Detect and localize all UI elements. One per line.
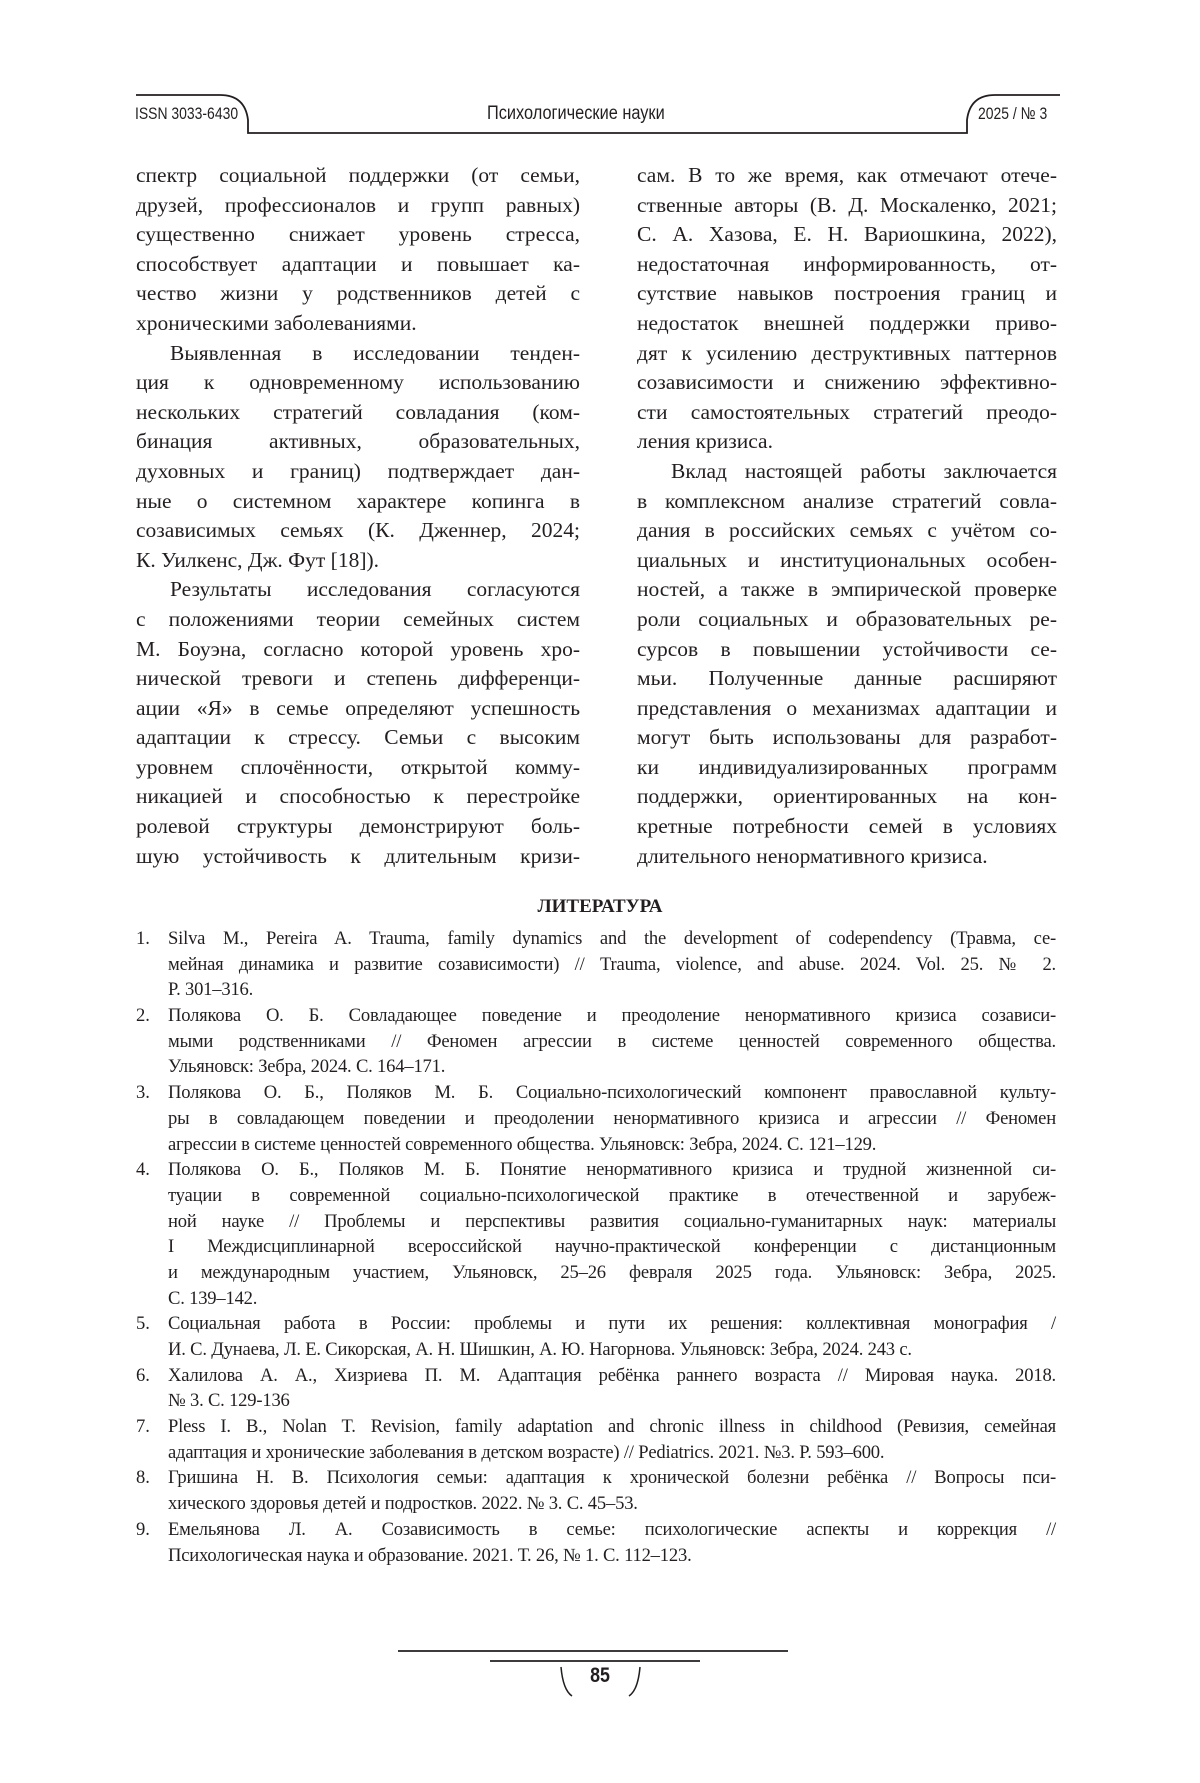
- text-line: недостаток внешней поддержки приво-: [637, 309, 1057, 339]
- text-line: могут быть использованы для разработ-: [637, 723, 1057, 753]
- text-line: ственные авторы (В. Д. Москаленко, 2021;: [637, 191, 1057, 221]
- text-line: существенно снижает уровень стресса,: [136, 220, 580, 250]
- text-line: поддержки, ориентированных на кон-: [637, 782, 1057, 812]
- reference-number: 5.: [136, 1311, 150, 1337]
- reference-number: 2.: [136, 1003, 150, 1029]
- reference-item: [136, 1003, 1056, 1080]
- text-line: недостаточная информированность, от-: [637, 250, 1057, 280]
- reference-line: Pless I. B., Nolan T. Revision, family adaptation and chronic illness in childhood (Ревизия, семейная: [168, 1414, 1056, 1440]
- reference-line: Полякова О. Б., Поляков М. Б. Социально-психологический компонент православной культу-: [168, 1080, 1056, 1106]
- text-line: дания в российских семьях с учётом со-: [637, 516, 1057, 546]
- reference-line: Silva M., Pereira A. Trauma, family dynamics and the development of codependency (Травма, се-: [168, 926, 1056, 952]
- text-line: чество жизни у родственников детей с: [136, 279, 580, 309]
- reference-number: 8.: [136, 1465, 150, 1491]
- text-line: К. Уилкенс, Дж. Фут [18]).: [136, 546, 580, 576]
- references-list: [136, 926, 1056, 1568]
- reference-item: [136, 1414, 1056, 1465]
- reference-item: [136, 1363, 1056, 1414]
- paragraph: [637, 161, 1057, 457]
- reference-line: адаптация и хронические заболевания в детском возрасте) // Pediatrics. 2021. №3. P. 593–600.: [168, 1440, 1056, 1466]
- text-line: Вклад настоящей работы заключается: [637, 457, 1057, 487]
- text-line: хроническими заболеваниями.: [136, 309, 580, 339]
- text-line: мьи. Полученные данные расширяют: [637, 664, 1057, 694]
- text-line: спектр социальной поддержки (от семьи,: [136, 161, 580, 191]
- text-line: длительного ненормативного кризиса.: [637, 842, 1057, 872]
- reference-number: 9.: [136, 1517, 150, 1543]
- text-line: духовных и границ) подтверждает дан-: [136, 457, 580, 487]
- text-line: сам. В то же время, как отмечают отече-: [637, 161, 1057, 191]
- text-line: М. Боуэна, согласно которой уровень хро-: [136, 635, 580, 665]
- reference-number: 7.: [136, 1414, 150, 1440]
- text-line: адаптации к стрессу. Семьи с высоким: [136, 723, 580, 753]
- reference-line: и международным участием, Ульяновск, 25–26 февраля 2025 года. Ульяновск: Зебра, 2025.: [168, 1260, 1056, 1286]
- text-line: нескольких стратегий совладания (ком-: [136, 398, 580, 428]
- text-line: сти самостоятельных стратегий преодо-: [637, 398, 1057, 428]
- text-line: ролевой структуры демонстрируют боль-: [136, 812, 580, 842]
- reference-item: [136, 1311, 1056, 1362]
- reference-line: мейная динамика и развитие созависимости) // Trauma, violence, and abuse. 2024. Vol. 25. № 2.: [168, 952, 1056, 978]
- reference-number: 1.: [136, 926, 150, 952]
- text-line: способствует адаптации и повышает ка-: [136, 250, 580, 280]
- body-column-left: [136, 161, 580, 871]
- text-line: шую устойчивость к длительным кризи-: [136, 842, 580, 872]
- reference-line: Социальная работа в России: проблемы и пути их решения: коллективная монография /: [168, 1311, 1056, 1337]
- reference-line: № 3. С. 129-136: [168, 1388, 1056, 1414]
- reference-line: Халилова А. А., Хизриева П. М. Адаптация ребёнка раннего возраста // Мировая наука. 2018.: [168, 1363, 1056, 1389]
- paragraph: [136, 161, 580, 339]
- text-line: ации «Я» в семье определяют успешность: [136, 694, 580, 724]
- reference-line: хического здоровья детей и подростков. 2022. № 3. С. 45–53.: [168, 1491, 1056, 1517]
- page-number: 85: [90, 1664, 1110, 1688]
- issue-number: 2025 / № 3: [978, 104, 1047, 124]
- reference-line: мыми родственниками // Феномен агрессии в системе ценностей современного общества.: [168, 1029, 1056, 1055]
- reference-line: Психологическая наука и образование. 2021. Т. 26, № 1. С. 112–123.: [168, 1543, 1056, 1569]
- reference-line: I Междисциплинарной всероссийской научно-практической конференции с дистанционным: [168, 1234, 1056, 1260]
- text-line: Результаты исследования согласуются: [136, 575, 580, 605]
- text-line: Выявленная в исследовании тенден-: [136, 339, 580, 369]
- text-line: ные о системном характере копинга в: [136, 487, 580, 517]
- text-line: кретные потребности семей в условиях: [637, 812, 1057, 842]
- reference-item: [136, 1157, 1056, 1311]
- reference-line: ной науке // Проблемы и перспективы развития социально-гуманитарных наук: материалы: [168, 1209, 1056, 1235]
- reference-item: [136, 1080, 1056, 1157]
- reference-number: 6.: [136, 1363, 150, 1389]
- paragraph: [136, 339, 580, 576]
- text-line: созависимости и снижению эффективно-: [637, 368, 1057, 398]
- reference-line: Емельянова Л. А. Созависимость в семье: психологические аспекты и коррекция //: [168, 1517, 1056, 1543]
- text-line: С. А. Хазова, Е. Н. Вариошкина, 2022),: [637, 220, 1057, 250]
- reference-line: С. 139–142.: [168, 1286, 1056, 1312]
- reference-line: туации в современной социально-психологической практике в отечественной и зарубеж-: [168, 1183, 1056, 1209]
- text-line: с положениями теории семейных систем: [136, 605, 580, 635]
- reference-line: агрессии в системе ценностей современного общества. Ульяновск: Зебра, 2024. С. 121–129.: [168, 1132, 1056, 1158]
- text-line: созависимых семьях (К. Дженнер, 2024;: [136, 516, 580, 546]
- text-line: ки индивидуализированных программ: [637, 753, 1057, 783]
- reference-number: 3.: [136, 1080, 150, 1106]
- text-line: никацией и способностью к перестройке: [136, 782, 580, 812]
- text-line: представления о механизмах адаптации и: [637, 694, 1057, 724]
- reference-item: [136, 1465, 1056, 1516]
- reference-number: 4.: [136, 1157, 150, 1183]
- references-heading: ЛИТЕРАТУРА: [0, 896, 1200, 918]
- reference-line: Гришина Н. В. Психология семьи: адаптация к хронической болезни ребёнка // Вопросы пси-: [168, 1465, 1056, 1491]
- text-line: нической тревоги и степень дифференци-: [136, 664, 580, 694]
- text-line: циальных и институциональных особен-: [637, 546, 1057, 576]
- text-line: сурсов в повышении устойчивости се-: [637, 635, 1057, 665]
- reference-line: Ульяновск: Зебра, 2024. С. 164–171.: [168, 1054, 1056, 1080]
- text-line: бинация активных, образовательных,: [136, 427, 580, 457]
- reference-line: И. С. Дунаева, Л. Е. Сикорская, А. Н. Шишкин, А. Ю. Нагорнова. Ульяновск: Зебра, 2024. 243 с.: [168, 1337, 1056, 1363]
- text-line: друзей, профессионалов и групп равных): [136, 191, 580, 221]
- text-line: в комплексном анализе стратегий совла-: [637, 487, 1057, 517]
- text-line: уровнем сплочённости, открытой комму-: [136, 753, 580, 783]
- reference-item: [136, 1517, 1056, 1568]
- reference-line: Полякова О. Б., Поляков М. Б. Понятие ненормативного кризиса и трудной жизненной си-: [168, 1157, 1056, 1183]
- text-line: сутствие навыков построения границ и: [637, 279, 1057, 309]
- paragraph: [637, 457, 1057, 871]
- text-line: ция к одновременному использованию: [136, 368, 580, 398]
- text-line: роли социальных и образовательных ре-: [637, 605, 1057, 635]
- reference-line: Полякова О. Б. Совладающее поведение и преодоление ненормативного кризиса созависи-: [168, 1003, 1056, 1029]
- journal-title: Психологические науки: [487, 103, 665, 125]
- text-line: ления кризиса.: [637, 427, 1057, 457]
- body-column-right: [637, 161, 1057, 871]
- reference-line: ры в совладающем поведении и преодолении ненормативного кризиса и агрессии // Феномен: [168, 1106, 1056, 1132]
- reference-item: [136, 926, 1056, 1003]
- reference-line: P. 301–316.: [168, 977, 1056, 1003]
- text-line: ностей, а также в эмпирической проверке: [637, 575, 1057, 605]
- issn: ISSN 3033-6430: [135, 104, 238, 124]
- text-line: дят к усилению деструктивных паттернов: [637, 339, 1057, 369]
- paragraph: [136, 575, 580, 871]
